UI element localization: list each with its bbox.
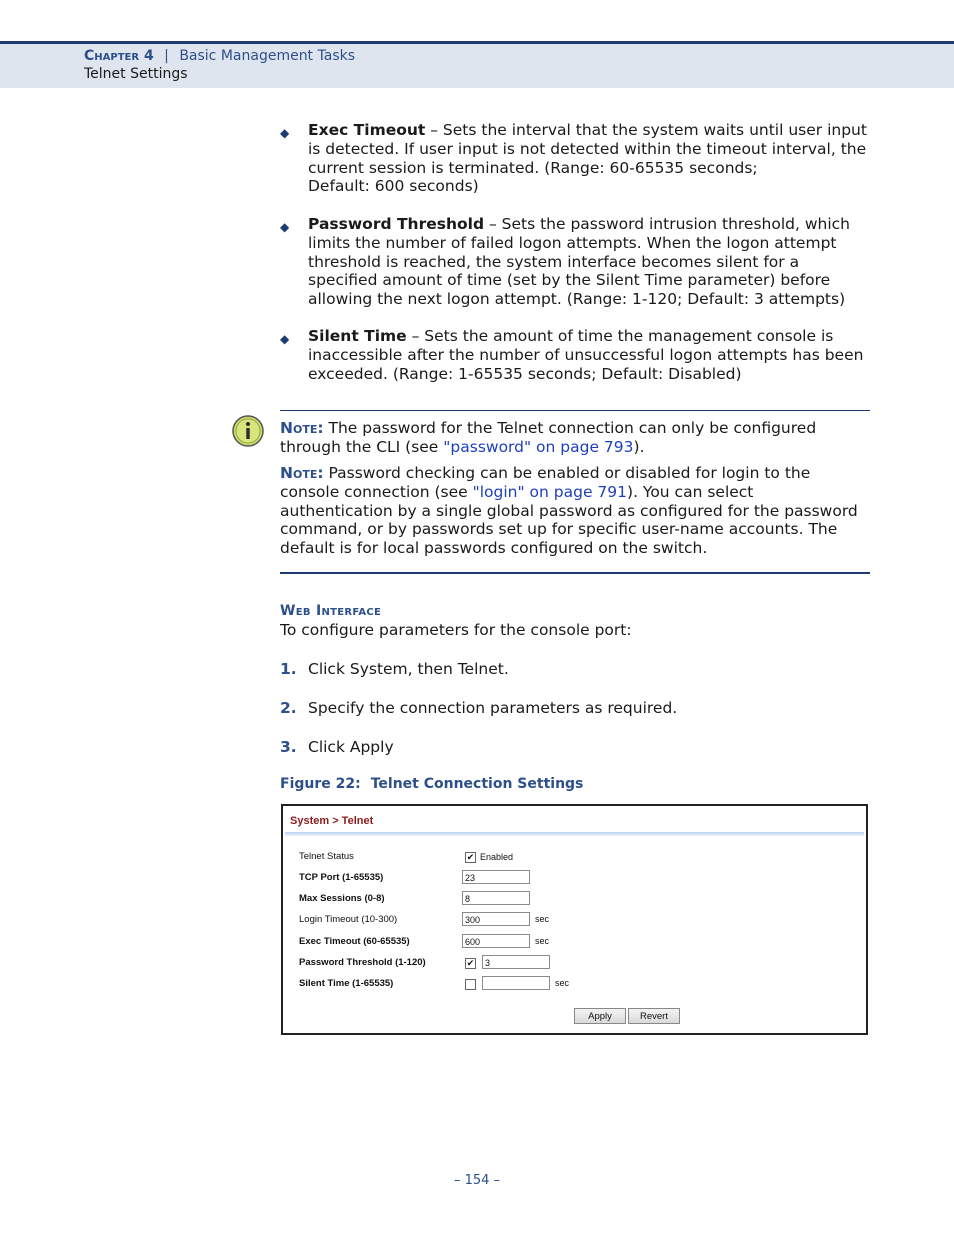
step-text: Click System, then Telnet. — [308, 660, 509, 678]
password-threshold-label: Password Threshold (1-120) — [299, 957, 426, 968]
bullet-term: Silent Time — [308, 327, 407, 345]
bullet-text: – Sets the interval that the system waits until user input is detected. If user input is not detected within the timeout interval, the current session is terminated. (Range: 60-65535 seconds; — [308, 121, 867, 177]
tcp-port-input[interactable]: 23 — [462, 870, 530, 884]
exec-timeout-label: Exec Timeout (60-65535) — [299, 936, 410, 947]
web-interface-heading: Web Interface — [280, 603, 382, 619]
chapter-title: Basic Management Tasks — [179, 48, 356, 64]
bullet-silent-time — [280, 327, 870, 383]
step-3 — [280, 738, 394, 756]
figure-number: Figure 22: — [280, 776, 361, 792]
running-header — [0, 41, 954, 88]
step-2 — [280, 699, 677, 717]
max-sessions-input[interactable]: 8 — [462, 891, 530, 905]
step-number: 2. — [280, 699, 297, 717]
bullet-text: – Sets the amount of time the management console is inaccessible after the number of unsuccessful logon attempts has been exceeded. (Range: 1-65535 seconds; Default: Disabled) — [308, 327, 864, 383]
figure-title: Telnet Connection Settings — [370, 776, 584, 792]
exec-timeout-input[interactable]: 600 — [462, 934, 530, 948]
bullet-text: – Sets the password intrusion threshold, which limits the number of failed logon attempts. When the logon attempt threshold is reached, the system interface becomes silent for a specified amount of time (set by the Silent Time parameter) before allowing the next logon attempt. (Range: 1-120; Default: 3 attempts) — [308, 215, 851, 309]
note-bottom-rule — [280, 572, 870, 574]
step-text: Specify the connection parameters as required. — [308, 699, 678, 717]
tcp-port-label: TCP Port (1-65535) — [299, 872, 384, 883]
note-label: Note: — [280, 464, 324, 482]
page-number: – 154 – — [453, 1173, 501, 1188]
diamond-bullet-icon: ◆ — [280, 220, 290, 234]
info-icon — [232, 415, 264, 447]
telnet-settings-screenshot — [281, 804, 868, 1035]
bullet-term: Password Threshold — [308, 215, 485, 233]
bullet-term: Exec Timeout — [308, 121, 426, 139]
step-1 — [280, 660, 509, 678]
web-interface-intro: To configure parameters for the console port: — [280, 621, 632, 639]
screen-title: System > Telnet — [290, 815, 374, 827]
password-threshold-checkbox[interactable]: ✔ — [466, 958, 475, 968]
bullet-exec-timeout — [280, 121, 870, 196]
silent-time-label: Silent Time (1-65535) — [299, 978, 394, 989]
title-underline — [285, 832, 864, 836]
note-label: Note: — [280, 419, 324, 437]
diamond-bullet-icon: ◆ — [280, 332, 290, 346]
telnet-status-label: Telnet Status — [299, 851, 354, 862]
chapter-line — [84, 48, 355, 64]
diamond-bullet-icon: ◆ — [280, 126, 290, 140]
silent-time-input[interactable] — [482, 976, 550, 990]
apply-button[interactable]: Apply — [574, 1008, 626, 1024]
note-top-rule — [280, 410, 870, 411]
note-2 — [280, 464, 870, 558]
password-command-link[interactable]: "password" on page 793 — [443, 437, 634, 456]
step-number: 1. — [280, 660, 297, 678]
exec-timeout-unit: sec — [535, 936, 550, 946]
chapter-label: Chapter 4 — [84, 48, 154, 64]
header-separator: | — [164, 48, 169, 64]
note-text-end: ). You can select authentication by a single global password as configured for the password command, or by passwords set up for specific user-name accounts. The default is for local passwords configured on the switch. — [280, 482, 858, 558]
note-text: The password for the Telnet connection can only be configured through the CLI (see — [280, 419, 817, 456]
note-1 — [280, 419, 870, 457]
telnet-status-checkbox[interactable]: ✔ — [466, 852, 475, 862]
note-text-end: ). — [633, 437, 645, 456]
step-number: 3. — [280, 738, 297, 756]
section-title-header: Telnet Settings — [84, 66, 188, 82]
login-timeout-unit: sec — [535, 914, 550, 924]
login-timeout-label: Login Timeout (10-300) — [299, 914, 398, 925]
silent-time-unit: sec — [555, 978, 570, 988]
login-timeout-input[interactable]: 300 — [462, 912, 530, 926]
password-threshold-input[interactable]: 3 — [482, 955, 550, 969]
revert-button[interactable]: Revert — [628, 1008, 680, 1024]
enabled-label: Enabled — [480, 852, 514, 862]
figure-caption — [280, 776, 583, 792]
bullet-password-threshold — [280, 215, 870, 309]
silent-time-checkbox[interactable] — [465, 979, 476, 990]
max-sessions-label: Max Sessions (0-8) — [299, 893, 385, 904]
bullet-text-cont: Default: 600 seconds) — [308, 177, 479, 196]
step-text: Click Apply — [308, 738, 394, 756]
note-text: Password checking can be enabled or disabled for login to the console connection (see — [280, 464, 811, 501]
login-command-link[interactable]: "login" on page 791 — [472, 482, 628, 501]
